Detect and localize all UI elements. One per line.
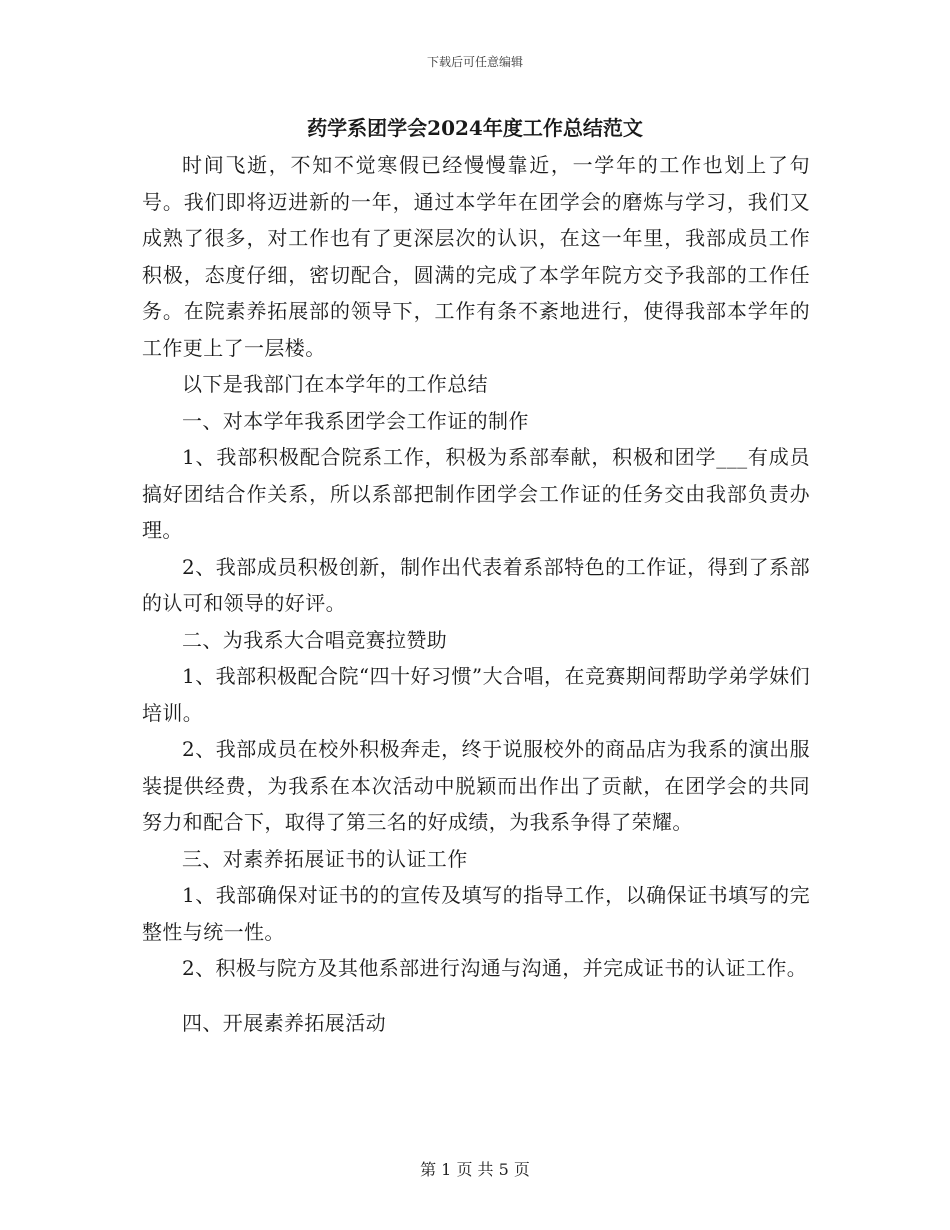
paragraph-2-2: 2、我部成员在校外积极奔走，终于说服校外的商品店为我系的演出服装提供经费，为我系在本次活动中脱颖而出作出了贡献，在团学会的共同努力和配合下，取得了第三名的好成绩，为我系争得了荣耀。 — [142, 737, 810, 834]
paragraph-intro: 时间飞逝，不知不觉寒假已经慢慢靠近，一学年的工作也划上了句号。我们即将迈进新的一年，通过本学年在团学会的磨炼与学习，我们又成熟了很多，对工作也有了更深层次的认识，在这一年里，我部成员工作积极，态度仔细，密切配合，圆满的完成了本学年院方交予我部的工作任务。在院素养拓展部的领导下，工作有条不紊地进行，使得我部本学年的工作更上了一层楼。 — [142, 153, 810, 360]
section-heading-4: 四、开展素养拓展活动 — [182, 1010, 386, 1035]
paragraph-1-2: 2、我部成员积极创新，制作出代表着系部特色的工作证，得到了系部的认可和领导的好评。 — [142, 554, 810, 615]
section-heading-1: 一、对本学年我系团学会工作证的制作 — [182, 408, 529, 433]
header-note: 下载后可任意编辑 — [426, 55, 523, 69]
document-body — [142, 147, 810, 1041]
document-title: 药学系团学会2024年度工作总结范文 — [307, 116, 643, 140]
paragraph-lead: 以下是我部门在本学年的工作总结 — [182, 372, 488, 396]
paragraph-3-1: 1、我部确保对证书的的宣传及填写的指导工作，以确保证书填写的完整性与统一性。 — [142, 883, 810, 944]
section-heading-2: 二、为我系大合唱竞赛拉赞助 — [182, 627, 448, 652]
paragraph-3-2: 2、积极与院方及其他系部进行沟通与沟通，并完成证书的认证工作。 — [182, 956, 808, 980]
section-heading-3: 三、对素养拓展证书的认证工作 — [182, 846, 468, 871]
paragraph-1-1: 1、我部积极配合院系工作，积极为系部奉献，积极和团学___有成员搞好团结合作关系，所以系部把制作团学会工作证的任务交由我部负责办理。 — [142, 445, 810, 542]
page-footer: 第 1 页 共 5 页 — [420, 1160, 530, 1179]
paragraph-2-1: 1、我部积极配合院“四十好习惯”大合唱，在竞赛期间帮助学弟学妹们培训。 — [142, 664, 810, 725]
